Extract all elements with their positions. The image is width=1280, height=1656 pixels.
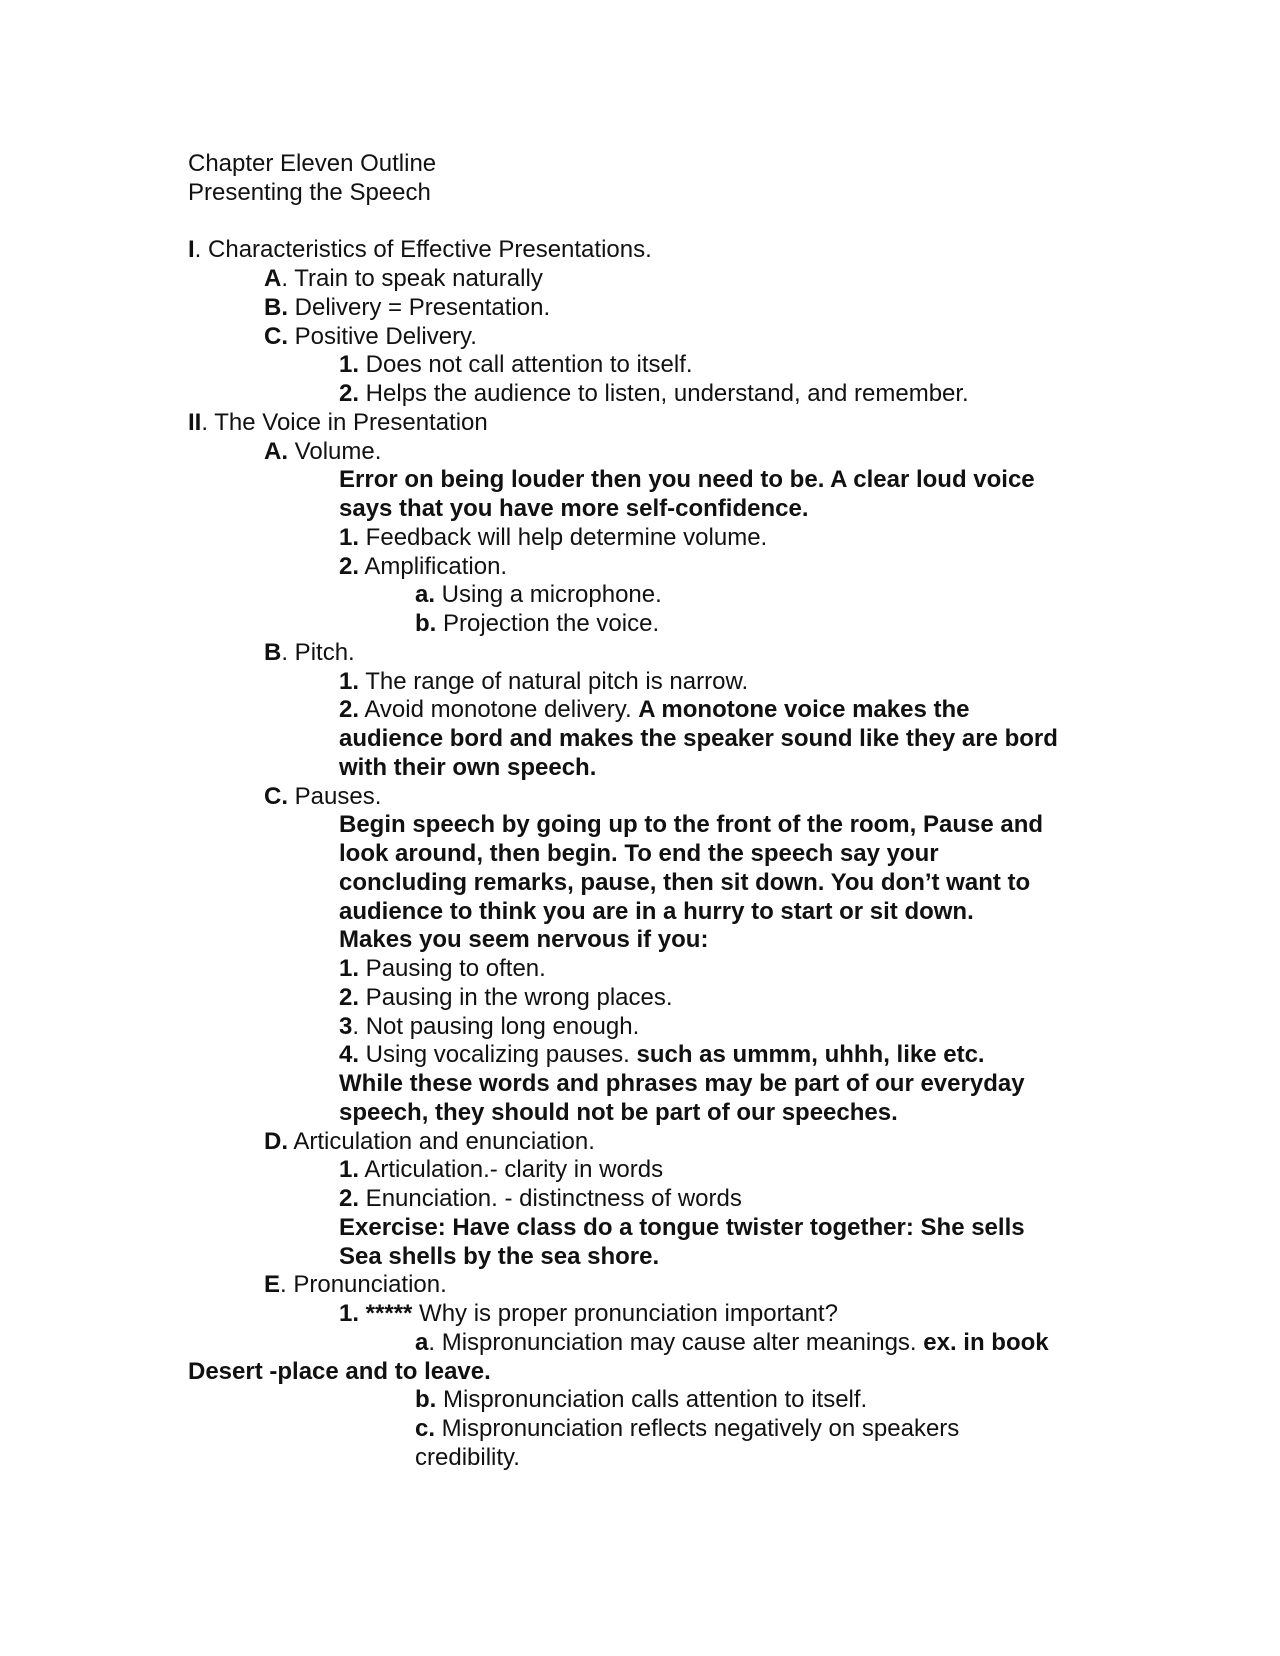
item-text: Volume. [288,437,382,465]
pitch-note-line-2: audience bord and makes the speaker sound like they are bord [339,725,1058,752]
item-label: 1. ***** [339,1300,413,1327]
volume-heading [188,438,1088,467]
pronunciation-item-1-a-wrap: Desert -place and to leave. [188,1357,491,1385]
item-label: 2. [339,1185,360,1212]
pitch-heading [188,639,1088,668]
pauses-item-3 [188,1013,1088,1042]
item-text: Amplification. [359,552,508,580]
item-text: Using vocalizing pauses. [359,1041,637,1069]
item-text: Articulation.- clarity in words [359,1156,664,1184]
pitch-item-2 [188,696,1088,725]
document-subtitle: Presenting the Speech [188,178,431,206]
item-label: E [264,1271,281,1299]
pronunciation-item-1-a [188,1329,1088,1358]
item-label: B. [264,293,288,321]
volume-item-2-b [188,610,1088,639]
item-label: 1. [339,1156,360,1184]
section-1-item-c [188,323,1088,352]
item-text: . Train to speak naturally [281,265,543,292]
pitch-item-1 [188,668,1088,697]
item-text: Enunciation. - distinctness of words [359,1185,742,1212]
item-text: Feedback will help determine volume. [359,523,768,551]
pauses-note-line-6: While these words and phrases may be part of our everyday [339,1070,1025,1097]
item-text: Pauses. [288,782,382,810]
section-1-number: I [188,236,195,264]
item-label: 2. [339,983,360,1011]
item-label: 1. [339,667,360,695]
section-2-number: II [188,408,202,436]
pitch-note-line-3: with their own speech. [339,753,597,781]
item-label: A [264,265,282,292]
item-text: Positive Delivery. [288,322,477,350]
volume-item-2 [188,553,1088,582]
item-label: b. [415,610,437,637]
item-text: Pausing to often. [359,955,546,982]
item-text: Does not call attention to itself. [359,351,693,379]
volume-note-line-2: says that you have more self-confidence. [339,495,809,522]
section-1-item-c-1 [188,351,1088,380]
item-text: Projection the voice. [436,610,660,637]
item-text: Helps the audience to listen, understand, and remember. [359,380,969,407]
volume-item-2-a [188,581,1088,610]
pronunciation-heading [188,1271,1088,1300]
pauses-note-line-4: audience to think you are in a hurry to start or sit down. [339,897,974,925]
section-2-title: . The Voice in Presentation [201,408,488,436]
item-label: D. [264,1127,288,1155]
item-text: Using a microphone. [435,581,662,609]
item-text: Mispronunciation reflects negatively on speakers [435,1415,960,1442]
section-1-item-a [188,265,1088,294]
item-text: Articulation and enunciation. [288,1127,595,1155]
item-text: Delivery = Presentation. [288,293,551,321]
item-label: 1. [339,955,360,982]
item-label: B [264,638,282,666]
item-text: . Not pausing long enough. [352,1012,640,1040]
item-text: Avoid monotone delivery. [359,696,639,724]
section-1-heading [188,236,1088,265]
item-text: Mispronunciation calls attention to itself. [436,1386,868,1414]
volume-note-line-1: Error on being louder then you need to be. A clear loud voice [339,466,1035,494]
item-label: c. [415,1415,436,1442]
item-label: 1. [339,351,360,379]
item-text: . Pitch. [281,638,355,666]
item-label: 2. [339,380,360,407]
pauses-item-1 [188,955,1088,984]
pauses-heading [188,783,1088,812]
pauses-note-line-7: speech, they should not be part of our speeches. [339,1098,898,1126]
section-1-item-c-2 [188,380,1088,409]
item-bold-note: A monotone voice makes the [638,696,970,724]
item-label: C. [264,782,288,810]
articulation-item-2 [188,1185,1088,1214]
articulation-item-1 [188,1156,1088,1185]
pauses-note-line-3: concluding remarks, pause, then sit down. You don’t want to [339,868,1031,896]
pauses-note-line-5: Makes you seem nervous if you: [339,926,709,954]
item-label: C. [264,322,288,350]
pronunciation-item-1-b [188,1386,1088,1415]
item-label: A. [264,437,288,465]
section-1-item-b [188,294,1088,323]
exercise-line-2: Sea shells by the sea shore. [339,1242,660,1270]
item-text: . Pronunciation. [280,1271,447,1299]
pronunciation-item-1-c-wrap: credibility. [415,1443,520,1471]
item-label: 2. [339,552,360,580]
item-label: 2. [339,696,360,724]
pauses-note-line-2: look around, then begin. To end the speech say your [339,840,939,867]
pauses-item-2 [188,984,1088,1013]
section-1-title: . Characteristics of Effective Presentations. [194,236,652,264]
item-bold-note: ex. in book [923,1328,1049,1356]
item-label: 3 [339,1012,353,1040]
section-2-heading [188,409,1088,438]
item-label: 4. [339,1041,360,1069]
pronunciation-item-1-c [188,1415,1088,1444]
volume-item-1 [188,524,1088,553]
item-text: Pausing in the wrong places. [359,983,673,1011]
pauses-item-4 [188,1041,1088,1070]
item-bold-note: such as ummm, uhhh, like etc. [636,1041,985,1069]
articulation-heading [188,1128,1088,1157]
item-text: . Mispronunciation may cause alter meanings. [428,1328,924,1356]
blank-line [188,208,1088,237]
exercise-line-1: Exercise: Have class do a tongue twister together: She sells [339,1213,1025,1241]
item-label: 1. [339,523,360,551]
outline-content [188,150,1088,1473]
item-label: a [415,1328,429,1356]
item-text: The range of natural pitch is narrow. [359,667,749,695]
pronunciation-item-1 [188,1300,1088,1329]
item-text: Why is proper pronunciation important? [412,1300,838,1327]
item-label: a. [415,581,436,609]
document-title: Chapter Eleven Outline [188,150,437,177]
pauses-note-line-1: Begin speech by going up to the front of the room, Pause and [339,811,1044,839]
item-label: b. [415,1386,437,1414]
